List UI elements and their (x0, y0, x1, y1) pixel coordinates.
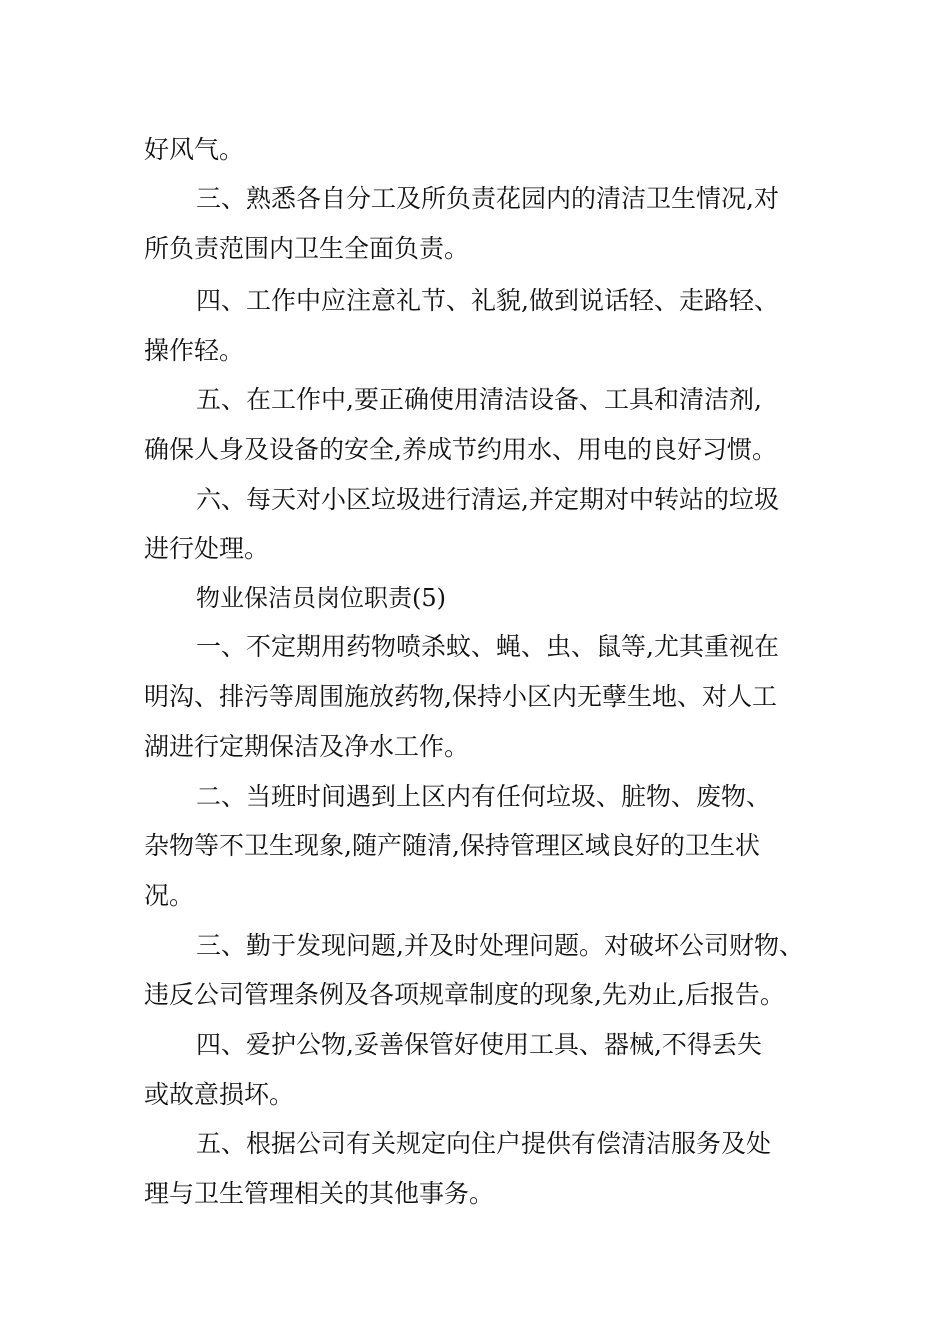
text-line-8: 六、每天对小区垃圾进行清运,并定期对中转站的垃圾 (196, 485, 779, 514)
text-line-20: 或故意损坏。 (144, 1080, 295, 1109)
text-line-3: 所负责范围内卫生全面负责。 (144, 234, 470, 263)
text-line-15: 杂物等不卫生现象,随产随清,保持管理区域良好的卫生状 (144, 831, 760, 860)
text-line-2: 三、熟悉各自分工及所负责花园内的清洁卫生情况,对 (196, 184, 779, 213)
text-line-13: 湖进行定期保洁及净水工作。 (144, 732, 470, 761)
text-line-21: 五、根据公司有关规定向住户提供有偿清洁服务及处 (196, 1129, 772, 1158)
text-line-22: 理与卫生管理相关的其他事务。 (144, 1179, 495, 1208)
text-line-17: 三、勤于发现问题,并及时处理问题。对破坏公司财物、 (196, 931, 804, 960)
text-line-5: 操作轻。 (144, 336, 245, 365)
text-line-9: 进行处理。 (144, 534, 270, 563)
text-line-6: 五、在工作中,要正确使用清洁设备、工具和清洁剂, (196, 385, 762, 414)
text-line-11: 一、不定期用药物喷杀蚊、蝇、虫、鼠等,尤其重视在 (196, 632, 779, 661)
text-line-4: 四、工作中应注意礼节、礼貌,做到说话轻、走路轻、 (196, 286, 779, 315)
text-line-19: 四、爱护公物,妥善保管好使用工具、器械,不得丢失 (196, 1030, 762, 1059)
text-line-1: 好风气。 (144, 135, 245, 164)
text-line-16: 况。 (144, 881, 195, 910)
text-line-12: 明沟、排污等周围施放药物,保持小区内无孽生地、对人工 (144, 682, 777, 711)
text-line-18: 违反公司管理条例及各项规章制度的现象,先劝止,后报告。 (144, 980, 785, 1009)
section-heading: 物业保洁员岗位职责(5) (196, 584, 446, 612)
text-line-14: 二、当班时间遇到上区内有任何垃圾、脏物、废物、 (196, 782, 772, 811)
text-line-7: 确保人身及设备的安全,养成节约用水、用电的良好习惯。 (144, 435, 777, 464)
